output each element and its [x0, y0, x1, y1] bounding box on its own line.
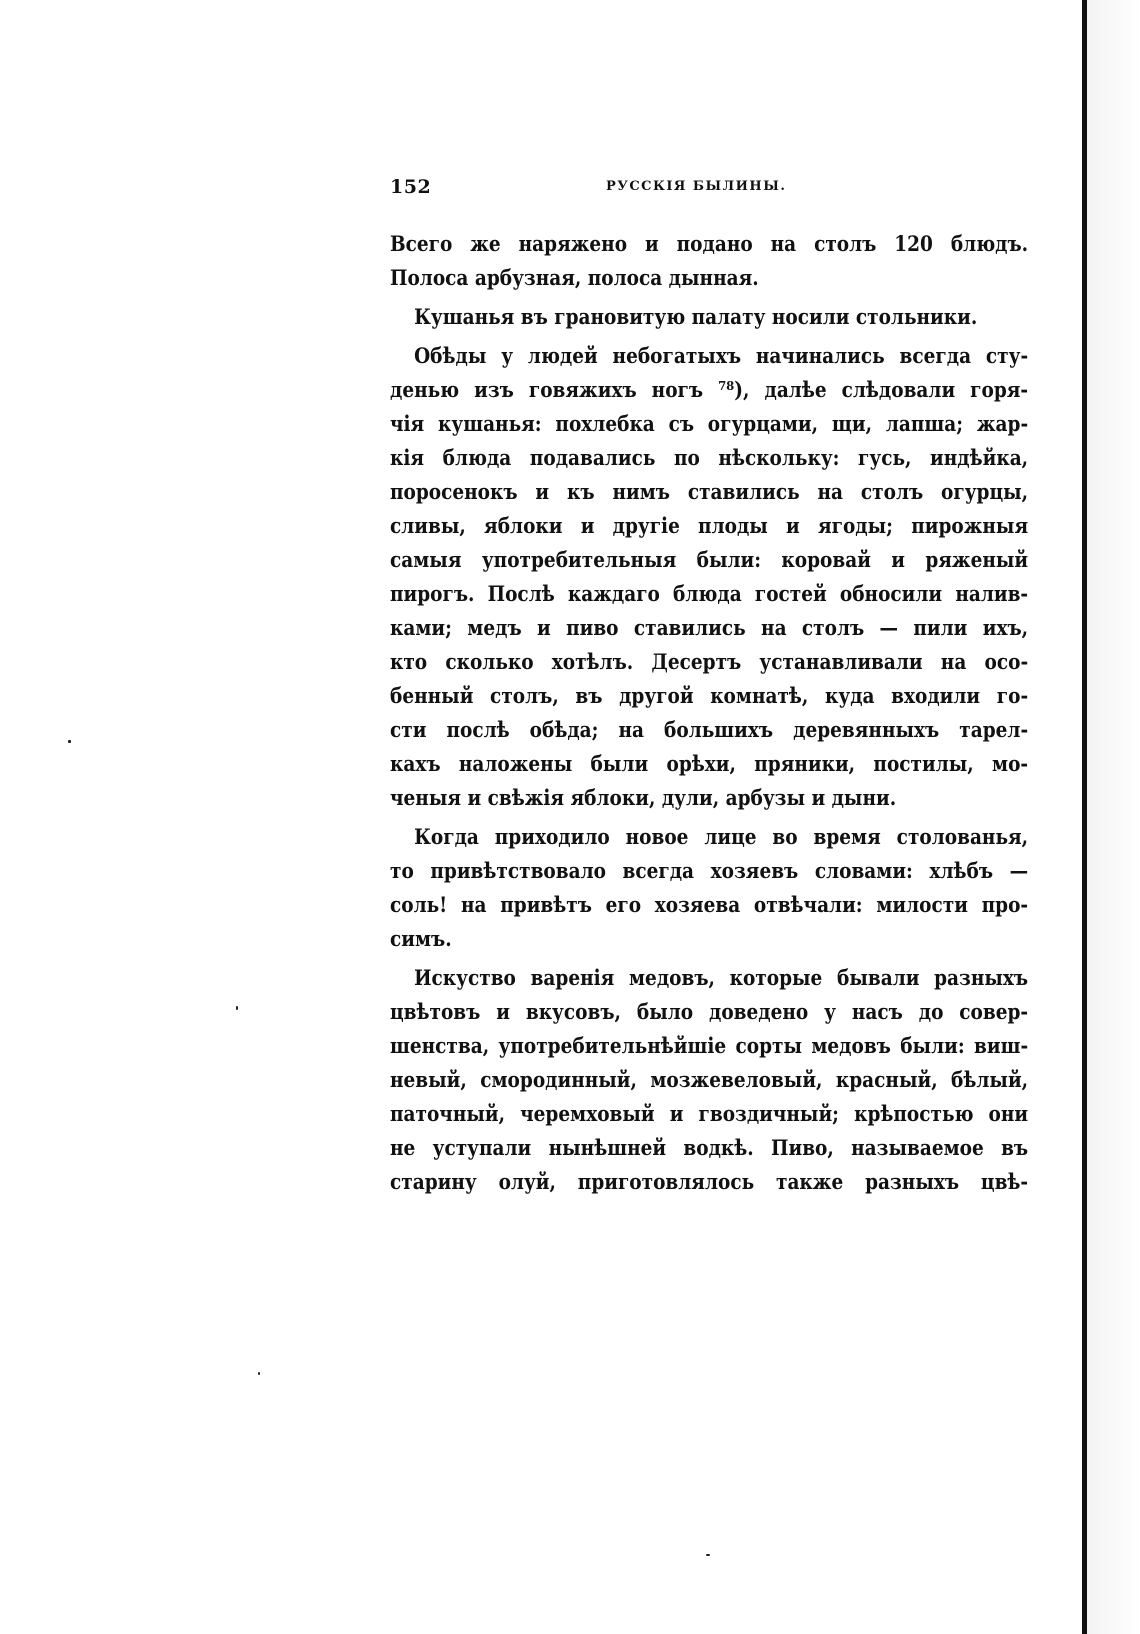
scan-speck — [68, 740, 71, 743]
paragraph — [390, 821, 1028, 957]
text-line: Кушанья въ грановитую палату носили стольники. — [414, 305, 978, 330]
text-line: кахъ наложены были орѣхи, пряники, постилы, мо- — [390, 752, 1029, 777]
text-line: старину олуй, приготовлялось также разныхъ цвѣ- — [390, 1170, 1029, 1195]
page-edge-shadow — [1087, 0, 1140, 1634]
text-line: самыя употребительныя были: коровай и ряженый — [390, 548, 1029, 573]
page-number: 152 — [390, 176, 432, 198]
paragraph — [390, 228, 1028, 296]
text-line: шенства, употребительнѣйшіе сорты медовъ были: виш- — [390, 1034, 1029, 1059]
text-line: сливы, яблоки и другіе плоды и ягоды; пирожныя — [390, 514, 1029, 539]
text-line: поросенокъ и къ нимъ ставились на столъ огурцы, — [390, 480, 1029, 505]
paragraph — [390, 301, 1028, 335]
paragraph — [390, 962, 1028, 1200]
text-line: бенный столъ, въ другой комнатѣ, куда входили го- — [390, 684, 1029, 709]
text-line: кія блюда подавались по нѣскольку: гусь, индѣйка, — [390, 446, 1029, 471]
text-line: ченыя и свѣжія яблоки, дули, арбузы и дыни. — [390, 786, 897, 811]
page-header — [390, 176, 1028, 200]
text-line: симъ. — [390, 927, 452, 952]
text-line: чія кушанья: похлебка съ огурцами, щи, лапша; жар- — [390, 412, 1029, 437]
scan-speck — [236, 1006, 238, 1010]
text-line: цвѣтовъ и вкусовъ, было доведено у насъ до совер- — [390, 1000, 1029, 1025]
text-line: ками; медъ и пиво ставились на столъ — пили ихъ, — [390, 616, 1029, 641]
text-line: денью изъ говяжихъ ногъ ⁷⁸), далѣе слѣдовали горя- — [390, 378, 1029, 403]
text-line: то привѣтствовало всегда хозяевъ словами: хлѣбъ — — [390, 859, 1029, 884]
running-head: РУССКІЯ БЫЛИНЫ. — [606, 179, 787, 194]
text-line: сти послѣ обѣда; на большихъ деревянныхъ тарел- — [390, 718, 1029, 743]
scan-speck — [258, 1372, 260, 1375]
paragraph — [390, 340, 1028, 816]
text-line: соль! на привѣтъ его хозяева отвѣчали: милости про- — [390, 893, 1029, 918]
page-edge-line — [1082, 0, 1087, 1634]
text-line: Обѣды у людей небогатыхъ начинались всегда сту- — [414, 344, 1029, 369]
text-line: кто сколько хотѣлъ. Десертъ устанавливали на осо- — [390, 650, 1029, 675]
text-line: Искуство варенія медовъ, которые бывали разныхъ — [414, 966, 1029, 991]
text-line: паточный, черемховый и гвоздичный; крѣпостью они — [390, 1102, 1029, 1127]
scan-speck — [706, 1554, 710, 1556]
text-line: пирогъ. Послѣ каждаго блюда гостей обносили налив- — [390, 582, 1029, 607]
text-line: Всего же наряжено и подано на столъ 120 блюдъ. — [390, 232, 1029, 257]
text-line: невый, смородинный, мозжевеловый, красный, бѣлый, — [390, 1068, 1029, 1093]
text-line: не уступали нынѣшней водкѣ. Пиво, называемое въ — [390, 1136, 1029, 1161]
body-text — [390, 228, 1028, 1200]
text-line: Полоса арбузная, полоса дынная. — [390, 266, 759, 291]
text-line: Когда приходило новое лице во время столованья, — [414, 825, 1029, 850]
